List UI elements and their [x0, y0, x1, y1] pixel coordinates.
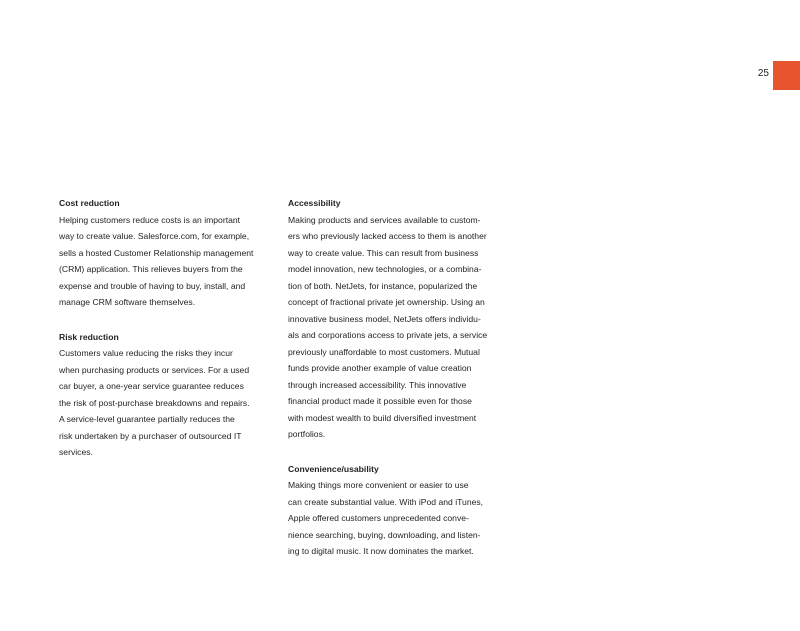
text-line: Apple offered customers unprecedented conve-: [288, 513, 469, 523]
text-line: manage CRM software themselves.: [59, 297, 196, 307]
text-line: funds provide another example of value creation: [288, 363, 472, 373]
section-accessibility: [288, 195, 502, 443]
text-line: Helping customers reduce costs is an important: [59, 214, 241, 225]
page-corner-tab: [773, 61, 800, 90]
text-line: when purchasing products or services. For a used: [59, 364, 250, 375]
left-column: [59, 195, 267, 479]
section-body: [288, 477, 502, 560]
section-convenience-usability: [288, 461, 502, 560]
section-risk-reduction: [59, 329, 267, 461]
text-line: with modest wealth to build diversified investment: [288, 412, 477, 423]
text-line: services.: [59, 447, 93, 457]
text-line: ing to digital music. It now dominates the market.: [288, 546, 474, 556]
section-body: [59, 345, 267, 461]
page-number: 25: [757, 68, 769, 79]
text-line: model innovation, new technologies, or a combina-: [288, 264, 482, 274]
text-line: can create substantial value. With iPod and iTunes,: [288, 496, 484, 507]
text-line: expense and trouble of having to buy, install, and: [59, 280, 246, 291]
text-line: Making things more convenient or easier to use: [288, 480, 469, 490]
text-line: the risk of post-purchase breakdowns and repairs.: [59, 397, 250, 408]
text-line: way to create value. Salesforce.com, for example,: [59, 231, 250, 241]
text-line: A service-level guarantee partially reduces the: [59, 414, 235, 424]
text-line: Customers value reducing the risks they incur: [59, 348, 233, 358]
section-heading: Accessibility: [288, 198, 341, 208]
text-line: financial product made it possible even for those: [288, 396, 472, 406]
text-line: concept of fractional private jet ownership. Using an: [288, 297, 485, 307]
text-line: portfolios.: [288, 429, 326, 439]
text-line: previously unaffordable to most customers. Mutual: [288, 346, 480, 357]
section-cost-reduction: [59, 195, 267, 311]
text-line: tion of both. NetJets, for instance, popularized the: [288, 280, 478, 291]
right-column: [288, 195, 502, 578]
text-line: car buyer, a one-year service guarantee reduces: [59, 381, 244, 391]
section-body: [288, 212, 502, 443]
text-line: sells a hosted Customer Relationship management: [59, 247, 254, 258]
section-heading: Cost reduction: [59, 198, 120, 208]
text-line: als and corporations access to private jets, a service: [288, 330, 488, 340]
text-line: way to create value. This can result from business: [288, 247, 479, 258]
section-body: [59, 212, 267, 311]
text-line: ers who previously lacked access to them is another: [288, 231, 487, 241]
text-line: innovative business model, NetJets offers individu-: [288, 313, 481, 324]
text-line: risk undertaken by a purchaser of outsourced IT: [59, 430, 242, 441]
text-line: (CRM) application. This relieves buyers from the: [59, 264, 243, 274]
text-line: Making products and services available to custom-: [288, 214, 481, 225]
section-heading: Convenience/usability: [288, 463, 379, 474]
text-line: nience searching, buying, downloading, and listen-: [288, 529, 481, 540]
section-heading: Risk reduction: [59, 331, 119, 342]
text-line: through increased accessibility. This innovative: [288, 379, 467, 390]
